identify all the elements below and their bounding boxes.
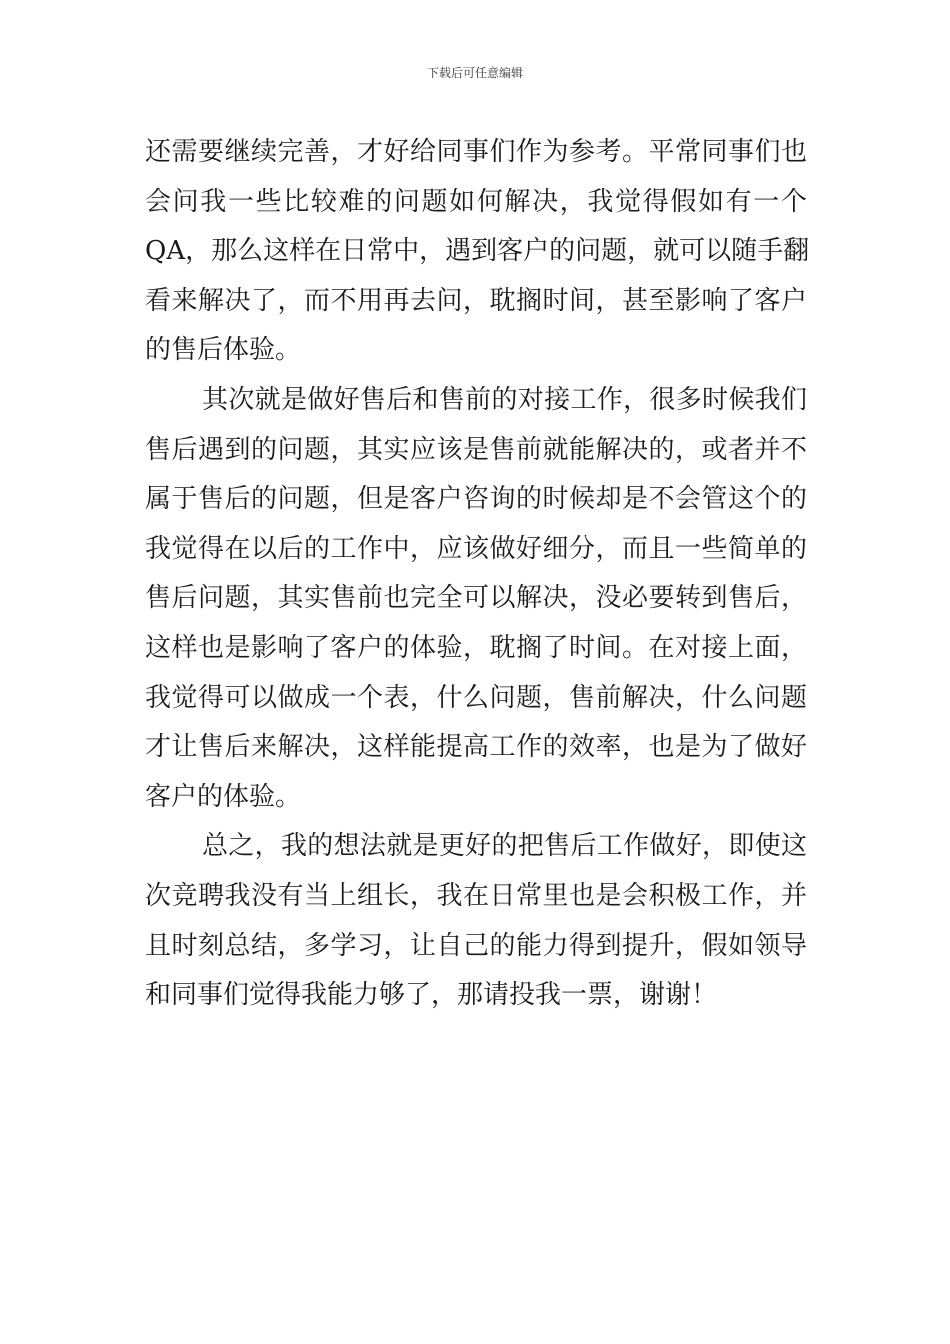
document-body [145,128,810,1021]
text-line: 这样也是影响了客户的体验，耽搁了时间。在对接上面， [145,632,807,663]
text-line: 我觉得在以后的工作中，应该做好细分，而且一些简单的 [145,533,807,564]
text-line: 售后遇到的问题，其实应该是售前就能解决的，或者并不 [145,434,807,465]
text-line: 属于售后的问题，但是客户咨询的时候却是不会管这个的 [145,484,807,515]
text-line: 客户的体验。 [145,781,302,812]
text-line: 售后问题，其实售前也完全可以解决，没必要转到售后， [145,583,807,614]
text-line: 才让售后来解决，这样能提高工作的效率，也是为了做好 [145,732,807,763]
text-line: 且时刻总结，多学习，让自己的能力得到提升，假如领导 [145,930,807,961]
header-note: 下载后可任意编辑 [426,66,523,80]
text-line: 还需要继续完善，才好给同事们作为参考。平常同事们也 [145,137,807,167]
text-line: 的售后体验。 [145,335,302,366]
paragraph-first-line: 其次就是做好售后和售前的对接工作，很多时候我们 [202,384,807,415]
text-line: 和同事们觉得我能力够了，那请投我一票，谢谢！ [145,980,718,1011]
text-line: 次竞聘我没有当上组长，我在日常里也是会积极工作，并 [145,880,807,911]
text-line: 看来解决了，而不用再去问，耽搁时间，甚至影响了客户 [145,285,807,316]
text-line: 我觉得可以做成一个表，什么问题，售前解决，什么问题 [145,682,807,713]
text-line: QA，那么这样在日常中，遇到客户的问题，就可以随手翻 [145,236,810,267]
paragraph-first-line: 总之，我的想法就是更好的把售后工作做好，即使这 [202,831,807,862]
text-line: 会问我一些比较难的问题如何解决，我觉得假如有一个 [145,186,807,217]
